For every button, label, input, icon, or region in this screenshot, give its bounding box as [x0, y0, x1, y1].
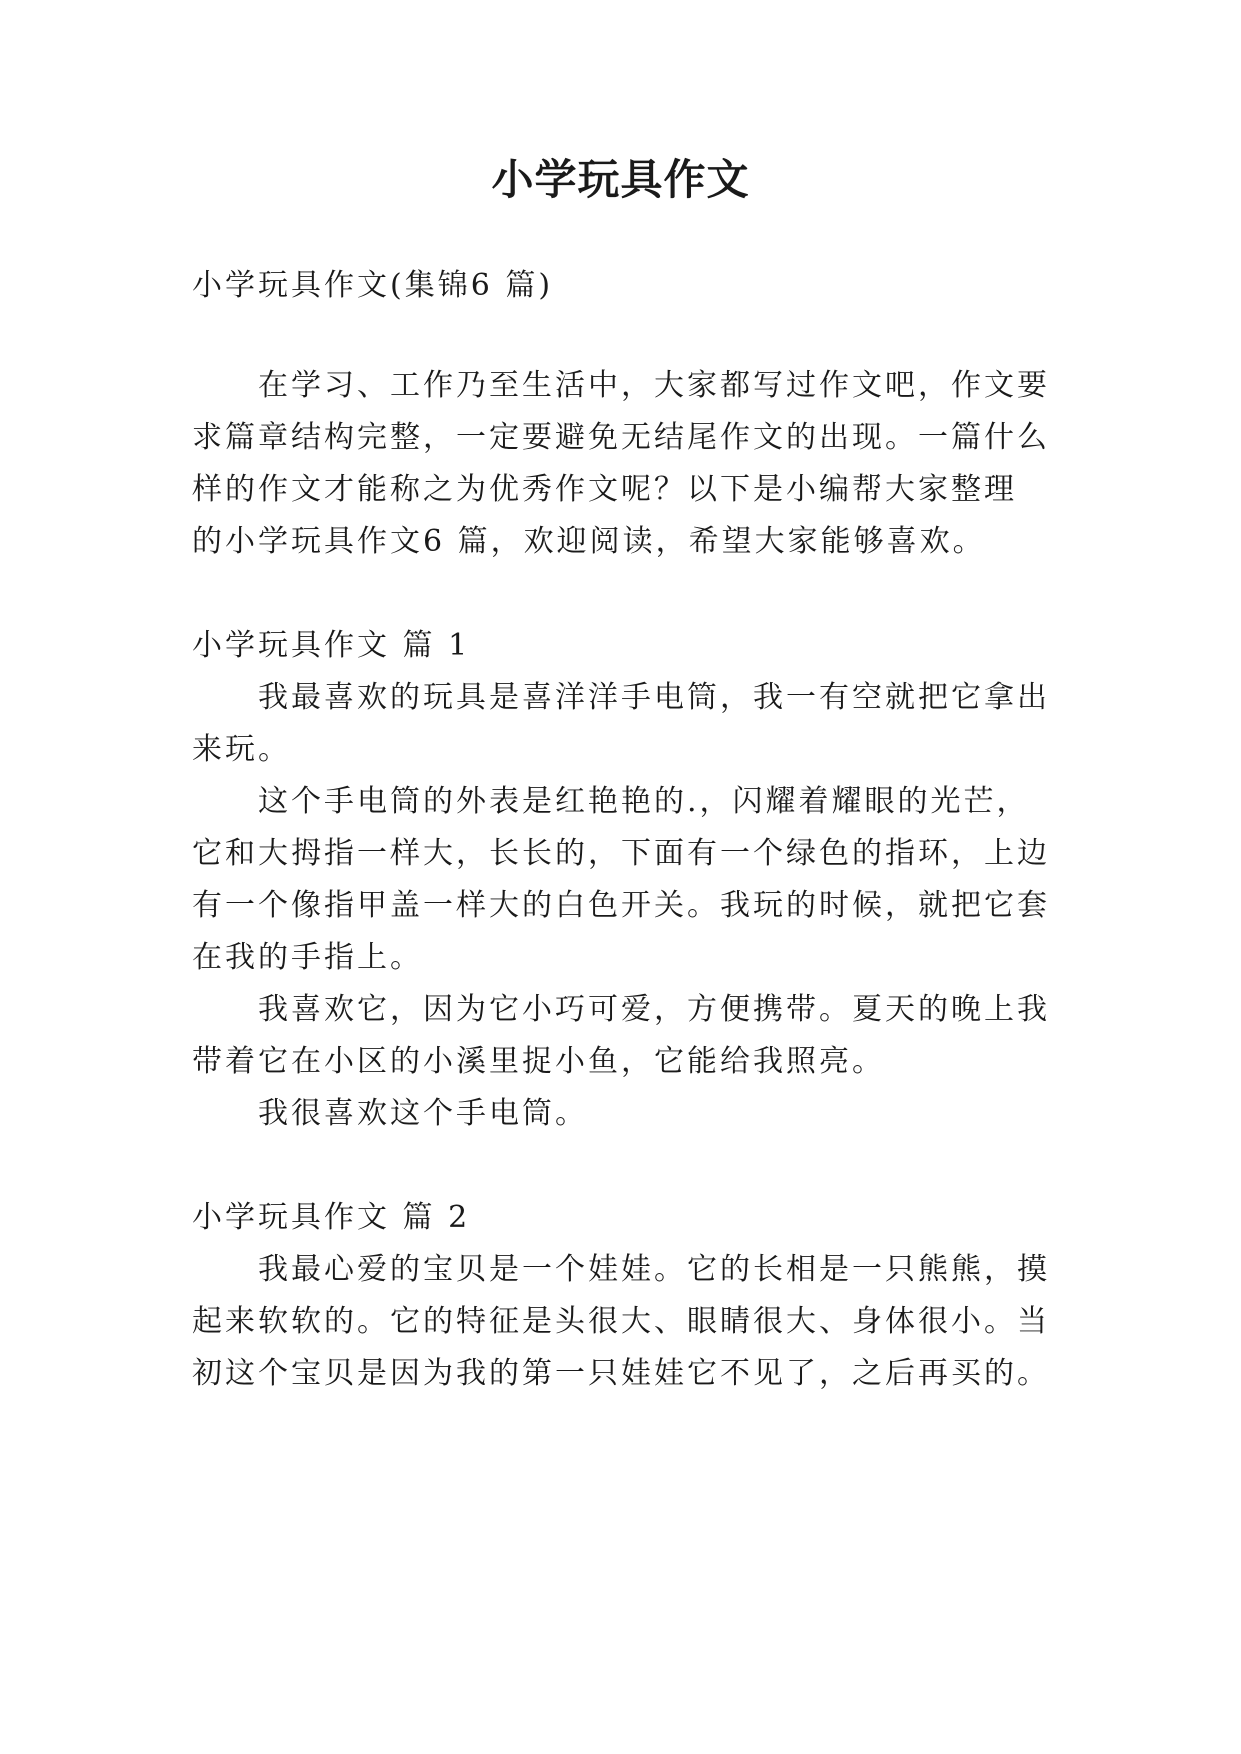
- text-line: 样的作文才能称之为优秀作文呢？以下是小编帮大家整理: [192, 472, 1017, 507]
- text-line: 带着它在小区的小溪里捉小鱼，它能给我照亮。: [192, 1044, 885, 1079]
- essay-1-heading: 小学玩具作文 篇 1: [192, 628, 471, 663]
- text-line: 我喜欢它，因为它小巧可爱，方便携带。夏天的晚上我: [258, 992, 1050, 1027]
- text-line: 它和大拇指一样大，长长的，下面有一个绿色的指环，上边: [192, 836, 1050, 871]
- text-line: 求篇章结构完整，一定要避免无结尾作文的出现。一篇什么: [192, 420, 1050, 455]
- text-line: 初这个宝贝是因为我的第一只娃娃它不见了，之后再买的。: [192, 1356, 1050, 1391]
- text-line: 来玩。: [192, 732, 291, 767]
- essay-2-heading: 小学玩具作文 篇 2: [192, 1200, 471, 1235]
- text-line: 我最喜欢的玩具是喜洋洋手电筒，我一有空就把它拿出: [258, 680, 1050, 715]
- text-line: 有一个像指甲盖一样大的白色开关。我玩的时候，就把它套: [192, 888, 1050, 923]
- text-line: 在学习、工作乃至生活中，大家都写过作文吧，作文要: [258, 368, 1050, 403]
- text-line: 我很喜欢这个手电筒。: [258, 1096, 588, 1131]
- document-title: 小学玩具作文: [491, 155, 750, 204]
- text-line: 在我的手指上。: [192, 940, 423, 975]
- document-subtitle: 小学玩具作文(集锦6 篇): [192, 268, 554, 303]
- text-line: 我最心爱的宝贝是一个娃娃。它的长相是一只熊熊，摸: [258, 1252, 1050, 1287]
- text-line: 的小学玩具作文6 篇，欢迎阅读，希望大家能够喜欢。: [192, 524, 986, 559]
- text-line: 起来软软的。它的特征是头很大、眼睛很大、身体很小。当: [192, 1304, 1050, 1339]
- text-line: 这个手电筒的外表是红艳艳的.，闪耀着耀眼的光芒，: [258, 784, 1030, 819]
